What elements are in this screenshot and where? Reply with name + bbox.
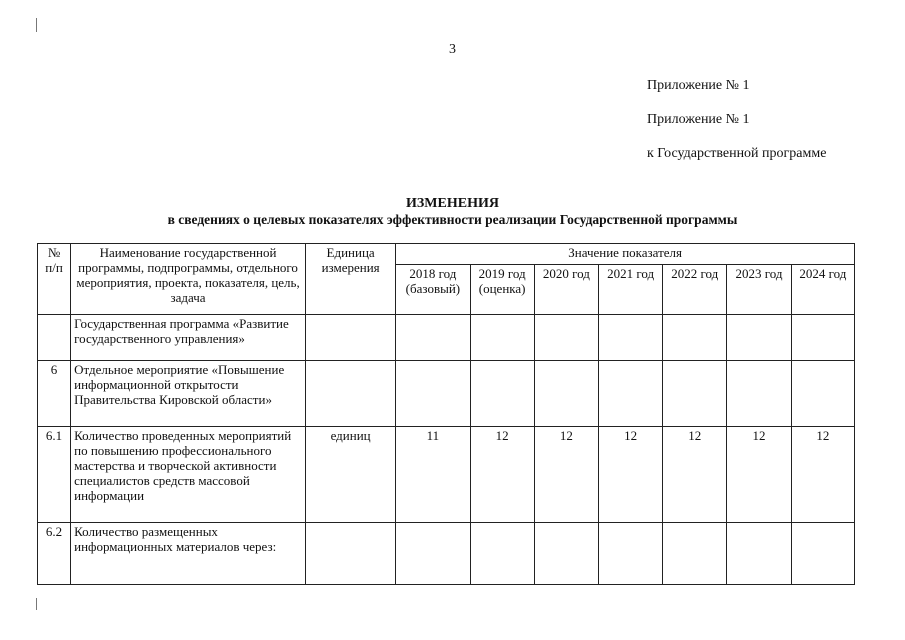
header-year: 2022 год	[663, 265, 727, 315]
row-value	[470, 315, 534, 361]
row-name: Количество проведенных мероприятий по повышению профессионального мастерства и творческой активности специалистов средств массовой информации	[71, 427, 306, 523]
appendix-label-2: Приложение № 1	[647, 112, 750, 127]
row-value	[396, 361, 470, 427]
page-number: 3	[449, 42, 456, 57]
row-name: Государственная программа «Развитие государственного управления»	[71, 315, 306, 361]
row-number: 6.2	[38, 523, 71, 585]
header-year: 2023 год	[727, 265, 791, 315]
row-value	[598, 315, 662, 361]
row-unit	[305, 361, 395, 427]
row-value	[534, 361, 598, 427]
row-value	[396, 523, 470, 585]
header-values-group: Значение показателя	[396, 244, 855, 265]
row-value	[791, 361, 854, 427]
row-value: 12	[598, 427, 662, 523]
row-value	[791, 315, 854, 361]
row-value	[396, 315, 470, 361]
document-subtitle: в сведениях о целевых показателях эффективности реализации Государственной программы	[167, 212, 738, 227]
row-value: 12	[791, 427, 854, 523]
scan-artifact	[36, 18, 37, 32]
table-row	[38, 315, 855, 361]
header-year: 2020 год	[534, 265, 598, 315]
row-value: 11	[396, 427, 470, 523]
row-number	[38, 315, 71, 361]
header-year: 2019 год (оценка)	[470, 265, 534, 315]
row-value	[663, 315, 727, 361]
indicators-table	[37, 243, 855, 585]
table-row	[38, 523, 855, 585]
row-value	[534, 523, 598, 585]
header-year: 2024 год	[791, 265, 854, 315]
header-year: 2018 год (базовый)	[396, 265, 470, 315]
row-value: 12	[534, 427, 598, 523]
header-year: 2021 год	[598, 265, 662, 315]
appendix-label-1: Приложение № 1	[647, 78, 750, 93]
row-value	[727, 361, 791, 427]
row-value: 12	[727, 427, 791, 523]
row-value	[727, 315, 791, 361]
appendix-program-label: к Государственной программе	[647, 146, 827, 161]
table-row	[38, 361, 855, 427]
row-value	[663, 523, 727, 585]
row-name: Отдельное мероприятие «Повышение информационной открытости Правительства Кировской области»	[71, 361, 306, 427]
scan-artifact	[36, 598, 37, 610]
row-value	[598, 523, 662, 585]
row-unit	[305, 523, 395, 585]
table-row	[38, 427, 855, 523]
header-number: № п/п	[38, 244, 71, 315]
document-title: ИЗМЕНЕНИЯ	[406, 196, 499, 211]
row-number: 6	[38, 361, 71, 427]
row-value	[470, 361, 534, 427]
row-name: Количество размещенных информационных материалов через:	[71, 523, 306, 585]
row-number: 6.1	[38, 427, 71, 523]
row-value	[663, 361, 727, 427]
row-value	[727, 523, 791, 585]
row-value	[598, 361, 662, 427]
row-value	[470, 523, 534, 585]
row-unit	[305, 315, 395, 361]
row-unit: единиц	[305, 427, 395, 523]
row-value: 12	[663, 427, 727, 523]
header-unit: Единица измерения	[305, 244, 395, 315]
header-name: Наименование государственной программы, подпрограммы, отдельного мероприятия, проекта, показателя, цель, задача	[71, 244, 306, 315]
row-value	[791, 523, 854, 585]
row-value	[534, 315, 598, 361]
row-value: 12	[470, 427, 534, 523]
